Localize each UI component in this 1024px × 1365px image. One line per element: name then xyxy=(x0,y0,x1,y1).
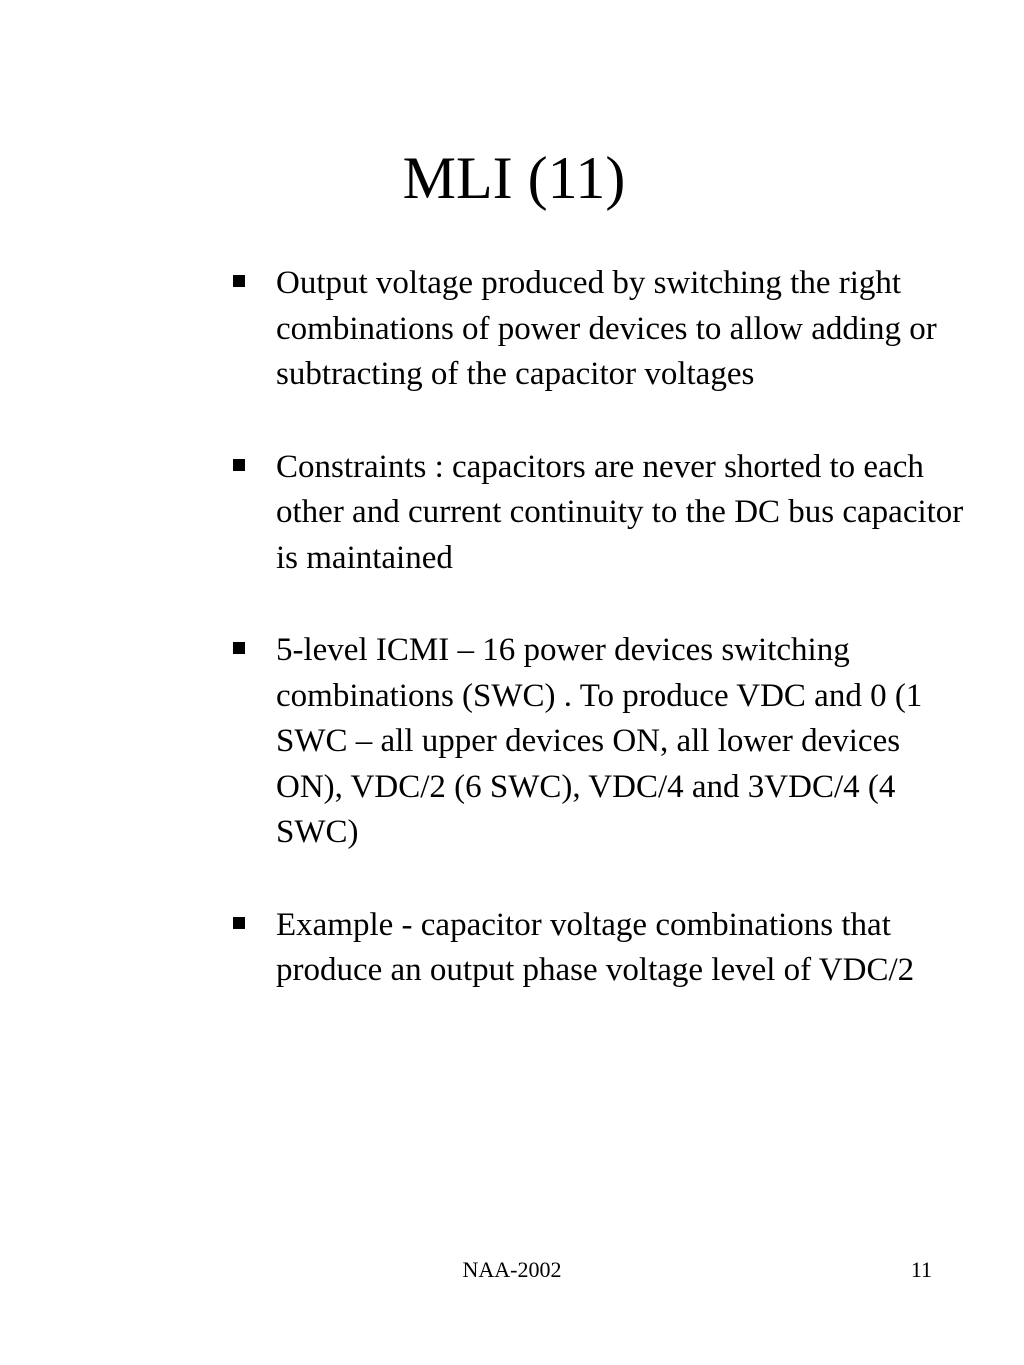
square-bullet-icon xyxy=(233,459,245,471)
square-bullet-icon xyxy=(233,275,245,287)
bullet-text: Output voltage produced by switching the right combinations of power devices to allow adding or subtracting of the capacitor voltages xyxy=(276,265,937,392)
footer-label: NAA-2002 xyxy=(462,1257,562,1282)
bullet-text: 5-level ICMI – 16 power devices switching combinations (SWC) . To produce VDC and 0 (1 SWC – all upper devices ON, all lower devices ON), VDC/2 (6 SWC), VDC/4 and 3VDC/4 (4 SWC) xyxy=(276,632,923,850)
bullet-text: Constraints : capacitors are never shorted to each other and current continuity to the DC bus capacitor is maintained xyxy=(276,448,964,576)
bullet-item xyxy=(230,903,975,994)
bullet-item xyxy=(230,445,975,582)
page-number: 11 xyxy=(910,1257,932,1282)
bullet-list xyxy=(230,261,975,994)
slide-title: MLI (11) xyxy=(402,145,626,211)
square-bullet-icon xyxy=(233,642,245,654)
bullet-text: Example - capacitor voltage combinations that produce an output phase voltage level of VDC/2 xyxy=(276,906,915,988)
bullet-item xyxy=(230,261,975,398)
square-bullet-icon xyxy=(233,917,245,929)
bullet-item xyxy=(230,628,975,856)
